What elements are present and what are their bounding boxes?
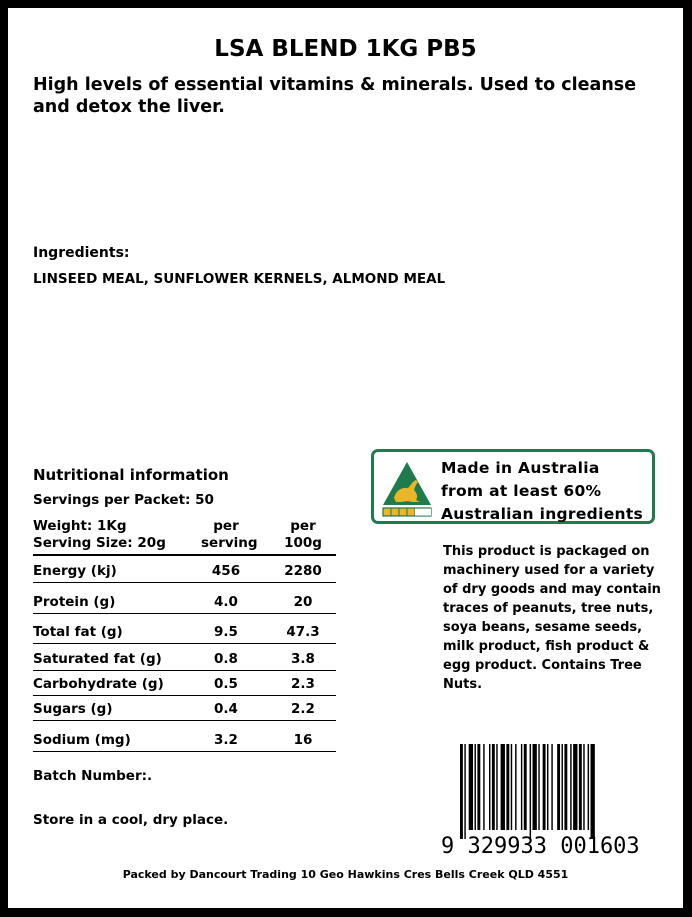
barcode-bar — [477, 744, 480, 830]
packed-by: Packed by Dancourt Trading 10 Geo Hawkins Cres Bells Creek QLD 4551 — [122, 868, 569, 881]
batch-number: Batch Number:. — [33, 768, 153, 784]
barcode-bar — [511, 744, 512, 830]
nutrient-name: Saturated fat (g) — [33, 651, 162, 667]
per-100g-value: 16 — [293, 732, 313, 748]
per-100g-header-2: 100g — [284, 535, 322, 551]
barcode-bar — [483, 744, 484, 830]
barcode-bar — [591, 744, 595, 839]
per-serving-value: 456 — [211, 563, 241, 579]
barcode-bar — [521, 744, 522, 830]
storage-instructions: Store in a cool, dry place. — [33, 812, 229, 828]
barcode-bar — [524, 744, 527, 830]
barcode-bar — [506, 744, 509, 830]
per-serving-value: 4.0 — [214, 594, 238, 610]
nutrition-table — [33, 516, 336, 752]
barcode-bar — [588, 744, 589, 830]
barcode-bar — [515, 744, 516, 830]
barcode-bar — [538, 744, 539, 830]
barcode-bar — [583, 744, 584, 830]
weight-label: Weight: 1Kg — [33, 518, 127, 534]
per-serving-value: 0.4 — [214, 701, 238, 717]
per-100g-value: 47.3 — [286, 624, 320, 640]
product-tagline: High levels of essential vitamins & minerals. Used to cleanse and detox the liver. — [33, 75, 637, 117]
per-serving-header-2: serving — [201, 535, 258, 551]
nutrient-name: Sugars (g) — [33, 701, 113, 717]
barcode-bar — [496, 744, 497, 830]
servings-per-packet: Servings per Packet: 50 — [33, 492, 214, 508]
barcode-bar — [469, 744, 473, 830]
barcode-bar — [573, 744, 577, 830]
nutrition-table-header — [33, 516, 336, 556]
per-serving-value: 0.8 — [214, 651, 238, 667]
barcode-bar — [557, 744, 560, 830]
table-row — [33, 644, 336, 671]
allergen-statement: This product is packaged on machinery used for a variety of dry goods and may contain traces of peanuts, tree nuts, soya beans, sesame seeds, milk product, fish product & egg product. Contains Tree Nuts. — [443, 544, 661, 692]
table-row — [33, 614, 336, 644]
badge-line-2: from at least 60% — [441, 482, 602, 500]
nutrition-heading: Nutritional information — [33, 466, 229, 484]
barcode-bar — [533, 744, 537, 830]
kangaroo-icon — [382, 461, 432, 517]
barcode-bar — [460, 744, 463, 839]
per-100g-value: 20 — [293, 594, 313, 610]
barcode-bar — [562, 744, 563, 830]
table-row — [33, 556, 336, 583]
per-100g-value: 2280 — [284, 563, 322, 579]
per-serving-value: 0.5 — [214, 676, 238, 692]
badge-line-1: Made in Australia — [441, 459, 600, 477]
table-row — [33, 671, 336, 696]
ingredients-list: LINSEED MEAL, SUNFLOWER KERNELS, ALMOND MEAL — [33, 271, 446, 287]
barcode-bar — [579, 744, 582, 830]
nutrient-name: Protein (g) — [33, 594, 116, 610]
barcode-number: 9 329933 001603 — [441, 834, 640, 859]
table-row — [33, 583, 336, 614]
per-100g-value: 3.8 — [291, 651, 315, 667]
per-100g-header-1: per — [290, 518, 316, 534]
badge-line-3: Australian ingredients — [441, 505, 644, 523]
per-serving-value: 9.5 — [214, 624, 238, 640]
barcode-bar — [564, 744, 567, 830]
barcode-bar — [489, 744, 490, 830]
table-row — [33, 696, 336, 721]
ingredients-heading: Ingredients: — [33, 245, 130, 261]
made-in-australia-badge — [371, 449, 655, 524]
barcode-bar — [492, 744, 495, 830]
per-serving-header-1: per — [213, 518, 239, 534]
serving-size-label: Serving Size: 20g — [33, 535, 166, 551]
nutrient-name: Energy (kj) — [33, 563, 117, 579]
per-serving-value: 3.2 — [214, 732, 238, 748]
product-title: LSA BLEND 1KG PB5 — [214, 36, 477, 62]
barcode-bar — [464, 744, 465, 839]
per-100g-value: 2.3 — [291, 676, 315, 692]
barcode-bar — [543, 744, 546, 830]
nutrient-name: Sodium (mg) — [33, 732, 131, 748]
barcode — [458, 744, 638, 839]
product-label — [8, 8, 683, 908]
barcode-bar — [570, 744, 571, 830]
barcode-bar — [547, 744, 548, 830]
per-100g-value: 2.2 — [291, 701, 315, 717]
barcode-bar — [530, 744, 531, 839]
barcode-bar — [475, 744, 476, 830]
nutrient-name: Total fat (g) — [33, 624, 123, 640]
nutrient-name: Carbohydrate (g) — [33, 676, 164, 692]
table-row — [33, 721, 336, 752]
barcode-bar — [501, 744, 505, 830]
barcode-bar — [551, 744, 552, 830]
